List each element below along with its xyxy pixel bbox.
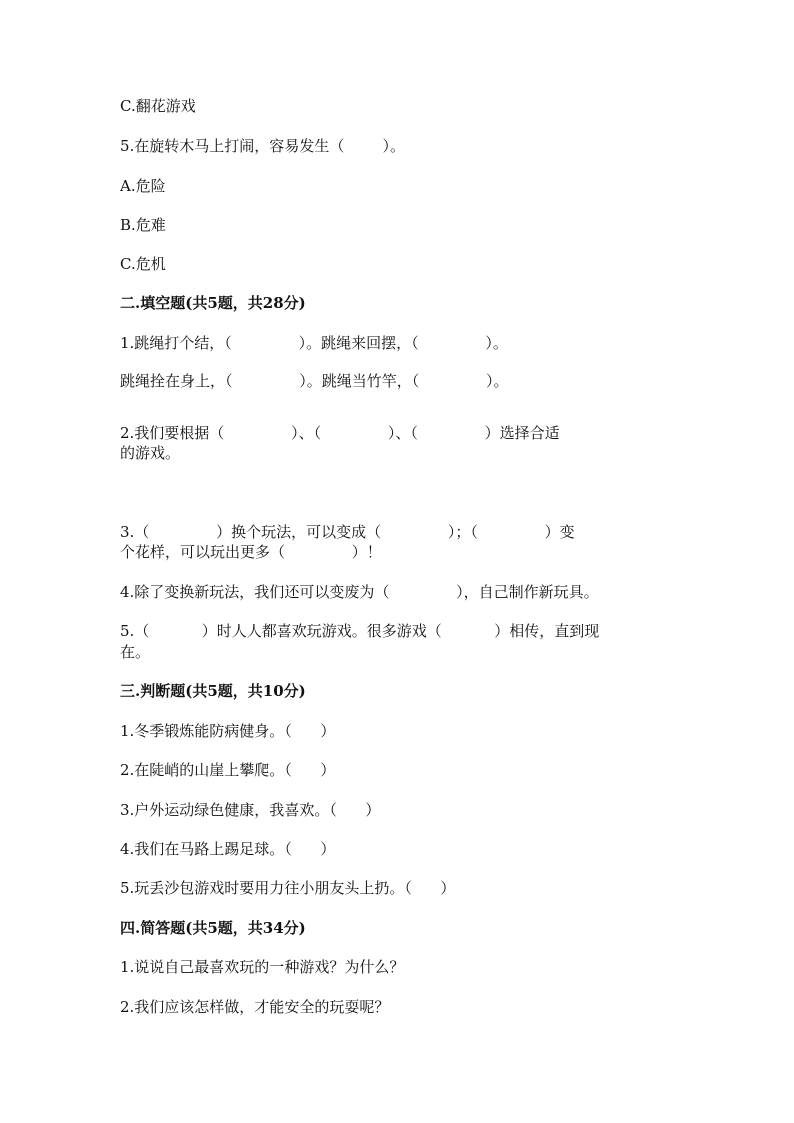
section-3-heading: 三.判断题(共5题，共10分): [120, 682, 306, 700]
question-5: 5.在旋转木马上打闹，容易发生（ ）。: [120, 137, 405, 155]
fill-question-3-line-2: 个花样，可以玩出更多（ ）！: [120, 543, 382, 561]
fill-question-2-line-2: 的游戏。: [120, 444, 181, 462]
question-5-option-b: B.危难: [120, 216, 166, 234]
fill-question-5-line-1: 5.（ ）时人人都喜欢玩游戏。很多游戏（ ）相传，直到现: [120, 622, 600, 640]
fill-question-4: 4.除了变换新玩法，我们还可以变废为（ ），自己制作新玩具。: [120, 583, 599, 601]
short-answer-question-1: 1.说说自己最喜欢玩的一种游戏？为什么？: [120, 958, 405, 976]
question-5-option-c: C.危机: [120, 255, 166, 273]
judge-question-4: 4.我们在马路上踢足球。（ ）: [120, 840, 336, 858]
fill-question-2-line-1: 2.我们要根据（ ）、（ ）、（ ）选择合适: [120, 424, 560, 442]
judge-question-3: 3.户外运动绿色健康，我喜欢。（ ）: [120, 801, 381, 819]
fill-question-5-line-2: 在。: [120, 643, 151, 661]
fill-question-1-line-1: 1.跳绳打个结，（ ）。跳绳来回摆，（ ）。: [120, 334, 508, 352]
judge-question-1: 1.冬季锻炼能防病健身。（ ）: [120, 722, 336, 740]
judge-question-2: 2.在陡峭的山崖上攀爬。（ ）: [120, 761, 336, 779]
judge-question-5: 5.玩丢沙包游戏时要用力往小朋友头上扔。（ ）: [120, 879, 456, 897]
fill-question-3-line-1: 3.（ ）换个玩法，可以变成（ ）；（ ）变: [120, 523, 575, 541]
section-2-heading: 二.填空题(共5题，共28分): [120, 294, 306, 312]
fill-question-1-line-2: 跳绳拴在身上，（ ）。跳绳当竹竿，（ ）。: [120, 372, 509, 390]
section-4-heading: 四.简答题(共5题，共34分): [120, 919, 306, 937]
short-answer-question-2: 2.我们应该怎样做，才能安全的玩耍呢？: [120, 998, 390, 1016]
question-5-option-a: A.危险: [120, 177, 166, 195]
option-c-previous: C.翻花游戏: [120, 97, 196, 115]
